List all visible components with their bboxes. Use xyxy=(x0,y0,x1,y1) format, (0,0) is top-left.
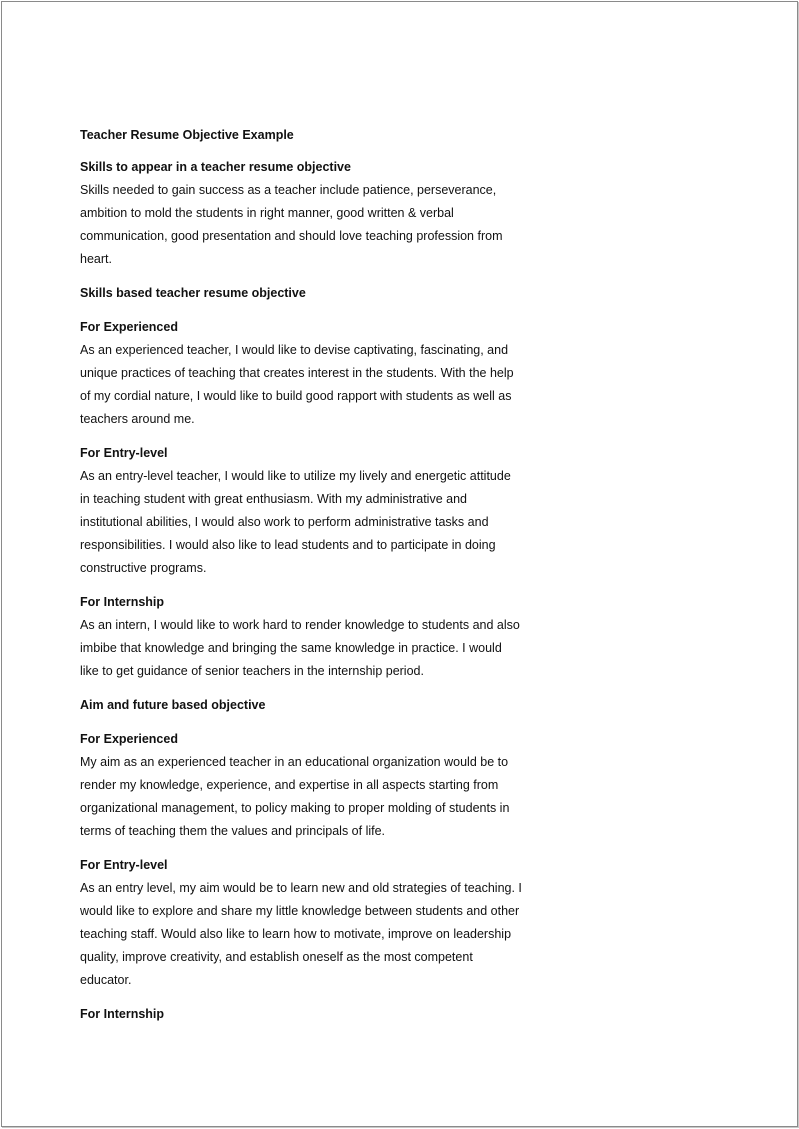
paragraph-line: teachers around me. xyxy=(80,412,195,426)
section-heading: For Internship xyxy=(80,595,165,609)
section-heading: For Experienced xyxy=(80,320,178,334)
section-aim-entry-level xyxy=(80,854,550,992)
section-aim-experienced xyxy=(80,728,550,843)
paragraph-line: organizational management, to policy making to proper molding of students in xyxy=(80,801,510,815)
paragraph-line: institutional abilities, I would also work to perform administrative tasks and xyxy=(80,515,489,529)
paragraph-line: like to get guidance of senior teachers in the internship period. xyxy=(80,664,424,678)
document-title: Teacher Resume Objective Example xyxy=(80,128,294,142)
paragraph-line: heart. xyxy=(80,252,112,266)
paragraph-line: teaching staff. Would also like to learn how to motivate, improve on leadership xyxy=(80,927,512,941)
paragraph-line: render my knowledge, experience, and expertise in all aspects starting from xyxy=(80,778,499,792)
section-skills-appear xyxy=(80,156,550,271)
section-aim-internship xyxy=(80,1003,550,1026)
section-paragraph xyxy=(80,751,550,843)
section-paragraph xyxy=(80,614,550,683)
section-paragraph xyxy=(80,465,550,580)
paragraph-line: in teaching student with great enthusiasm. With my administrative and xyxy=(80,492,467,506)
section-heading: Skills to appear in a teacher resume objective xyxy=(80,160,351,174)
section-heading: For Internship xyxy=(80,1007,165,1021)
section-heading: Skills based teacher resume objective xyxy=(80,286,306,300)
paragraph-line: responsibilities. I would also like to lead students and to participate in doing xyxy=(80,538,496,552)
section-skills-internship xyxy=(80,591,550,683)
section-paragraph xyxy=(80,179,550,271)
section-skills-based xyxy=(80,282,550,316)
section-heading: For Entry-level xyxy=(80,858,168,872)
document-page xyxy=(1,1,798,1127)
paragraph-line: As an experienced teacher, I would like to devise captivating, fascinating, and xyxy=(80,343,509,357)
section-heading: Aim and future based objective xyxy=(80,698,266,712)
section-paragraph xyxy=(80,877,550,992)
paragraph-line: of my cordial nature, I would like to build good rapport with students as well as xyxy=(80,389,512,403)
paragraph-line: terms of teaching them the values and principals of life. xyxy=(80,824,386,838)
paragraph-line: constructive programs. xyxy=(80,561,207,575)
paragraph-line: My aim as an experienced teacher in an educational organization would be to xyxy=(80,755,509,769)
paragraph-line: imbibe that knowledge and bringing the same knowledge in practice. I would xyxy=(80,641,502,655)
section-spacer xyxy=(80,305,550,316)
paragraph-line: ambition to mold the students in right manner, good written & verbal xyxy=(80,206,454,220)
section-heading: For Entry-level xyxy=(80,446,168,460)
paragraph-line: communication, good presentation and should love teaching profession from xyxy=(80,229,503,243)
section-paragraph xyxy=(80,339,550,431)
document-body xyxy=(80,124,550,1026)
paragraph-line: quality, improve creativity, and establish oneself as the most competent xyxy=(80,950,473,964)
section-spacer xyxy=(80,717,550,728)
paragraph-line: would like to explore and share my little knowledge between students and other xyxy=(80,904,520,918)
section-skills-entry-level xyxy=(80,442,550,580)
section-heading: For Experienced xyxy=(80,732,178,746)
paragraph-line: As an entry-level teacher, I would like to utilize my lively and energetic attitude xyxy=(80,469,511,483)
paragraph-line: Skills needed to gain success as a teacher include patience, perseverance, xyxy=(80,183,497,197)
paragraph-line: As an entry level, my aim would be to learn new and old strategies of teaching. I xyxy=(80,881,522,895)
paragraph-line: As an intern, I would like to work hard to render knowledge to students and also xyxy=(80,618,520,632)
section-aim-future xyxy=(80,694,550,728)
paragraph-line: educator. xyxy=(80,973,132,987)
section-skills-experienced xyxy=(80,316,550,431)
paragraph-line: unique practices of teaching that creates interest in the students. With the help xyxy=(80,366,514,380)
